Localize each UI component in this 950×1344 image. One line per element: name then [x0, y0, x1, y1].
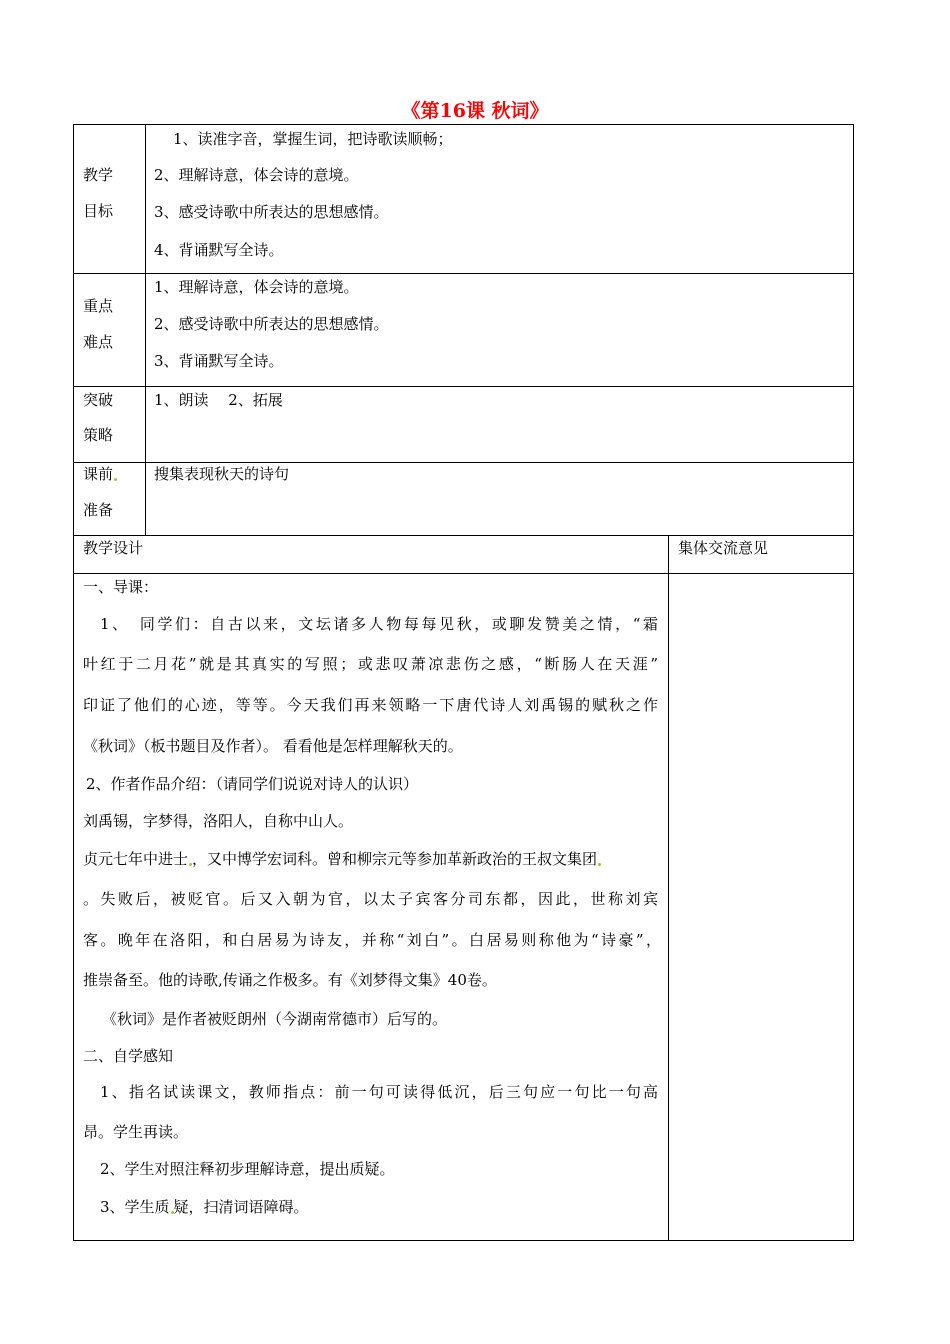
mark-dot — [114, 478, 117, 481]
page-title: 《第16课 秋词》 — [401, 100, 549, 122]
key-points-label-2: 难点 — [83, 333, 114, 351]
key-point-item: 2、感受诗歌中所表达的思想感情。 — [154, 315, 389, 333]
goal-item: 1、读准字音，掌握生词，把诗歌读顺畅； — [173, 130, 453, 148]
lesson-plan-table — [73, 124, 853, 1240]
self-study-line-part: 疑，扫清词语障碍。 — [173, 1198, 309, 1216]
intro-heading: 一、导课： — [83, 578, 159, 596]
author-line: 客。晚年在洛阳，和白居易为诗友，并称“刘白”。白居易则称他为“诗豪”， — [83, 931, 661, 949]
self-study-line: 2、学生对照注释初步理解诗意，提出质疑。 — [100, 1160, 395, 1178]
row-divider — [73, 462, 853, 463]
key-points-label-1: 重点 — [83, 297, 114, 315]
author-line: 刘禹锡，字梦得，洛阳人，自称中山人。 — [83, 812, 354, 830]
table-border-bottom — [73, 1240, 854, 1241]
intro-paragraph-line: 1、 同学们：自古以来，文坛诸多人物每每见秋，或聊发赞美之情，“霜 — [100, 615, 658, 633]
strategy-text: 1、朗读 2、拓展 — [154, 391, 283, 409]
row-divider — [73, 273, 853, 274]
self-study-line: 1、指名试读课文，教师指点：前一句可读得低沉，后三句应一句比一句高 — [100, 1083, 658, 1101]
label-column-divider — [145, 124, 146, 535]
preparation-label-2: 准备 — [83, 501, 114, 519]
intro-paragraph-line: 叶红于二月花”就是其真实的写照；或悲叹萧凉悲伤之感，“断肠人在天涯” — [83, 655, 658, 673]
author-line-part: 贞元七年中进士 — [83, 850, 189, 868]
poem-background: 《秋词》是作者被贬朗州（今湖南常德市）后写的。 — [102, 1010, 448, 1028]
self-study-heading: 二、自学感知 — [83, 1047, 174, 1065]
goal-item: 4、背诵默写全诗。 — [154, 241, 284, 259]
row-divider — [73, 573, 853, 574]
preparation-text: 搜集表现秋天的诗句 — [154, 465, 290, 483]
self-study-line: 昂。学生再读。 — [83, 1123, 189, 1141]
intro-paragraph-line: 印证了他们的心迹，等等。今天我们再来领略一下唐代诗人刘禹锡的赋秋之作 — [83, 696, 658, 714]
strategy-label-1: 突破 — [83, 391, 114, 409]
goal-item: 3、感受诗歌中所表达的思想感情。 — [154, 203, 389, 221]
table-border-right — [853, 124, 854, 1240]
preparation-label-1-wrap — [83, 464, 117, 484]
key-point-item: 3、背诵默写全诗。 — [154, 352, 284, 370]
author-heading: 2、作者作品介绍：（请同学们说说对诗人的认识） — [86, 775, 419, 793]
design-header: 教学设计 — [83, 539, 144, 557]
mark-dot — [598, 863, 601, 866]
table-border-left — [73, 124, 74, 1240]
author-line-wrap — [83, 849, 601, 869]
self-study-line-part: 3、学生质 — [100, 1198, 170, 1216]
comments-header: 集体交流意见 — [678, 539, 769, 557]
author-line: 推崇备至。他的诗歌,传诵之作极多。有《刘梦得文集》40卷。 — [83, 971, 497, 989]
preparation-label-1: 课前 — [83, 465, 114, 483]
row-divider — [73, 535, 853, 536]
author-line: 。失败后，被贬官。后又入朝为官，以太子宾客分司东都，因此，世称刘宾 — [83, 890, 658, 908]
table-border-top — [73, 124, 853, 125]
goals-label-1: 教学 — [83, 166, 114, 184]
self-study-line-wrap — [100, 1197, 309, 1217]
goals-label-2: 目标 — [83, 202, 114, 220]
intro-paragraph-line: 《秋词》（板书题目及作者）。 看看他是怎样理解秋天的。 — [83, 737, 463, 755]
author-line-part: ，又中博学宏词科。曾和柳宗元等参加革新政治的王叔文集团 — [192, 850, 598, 868]
row-divider — [73, 386, 853, 387]
key-point-item: 1、理解诗意，体会诗的意境。 — [154, 278, 359, 296]
comments-column-divider — [668, 535, 669, 1240]
goal-item: 2、理解诗意，体会诗的意境。 — [154, 166, 359, 184]
strategy-label-2: 策略 — [83, 426, 114, 444]
